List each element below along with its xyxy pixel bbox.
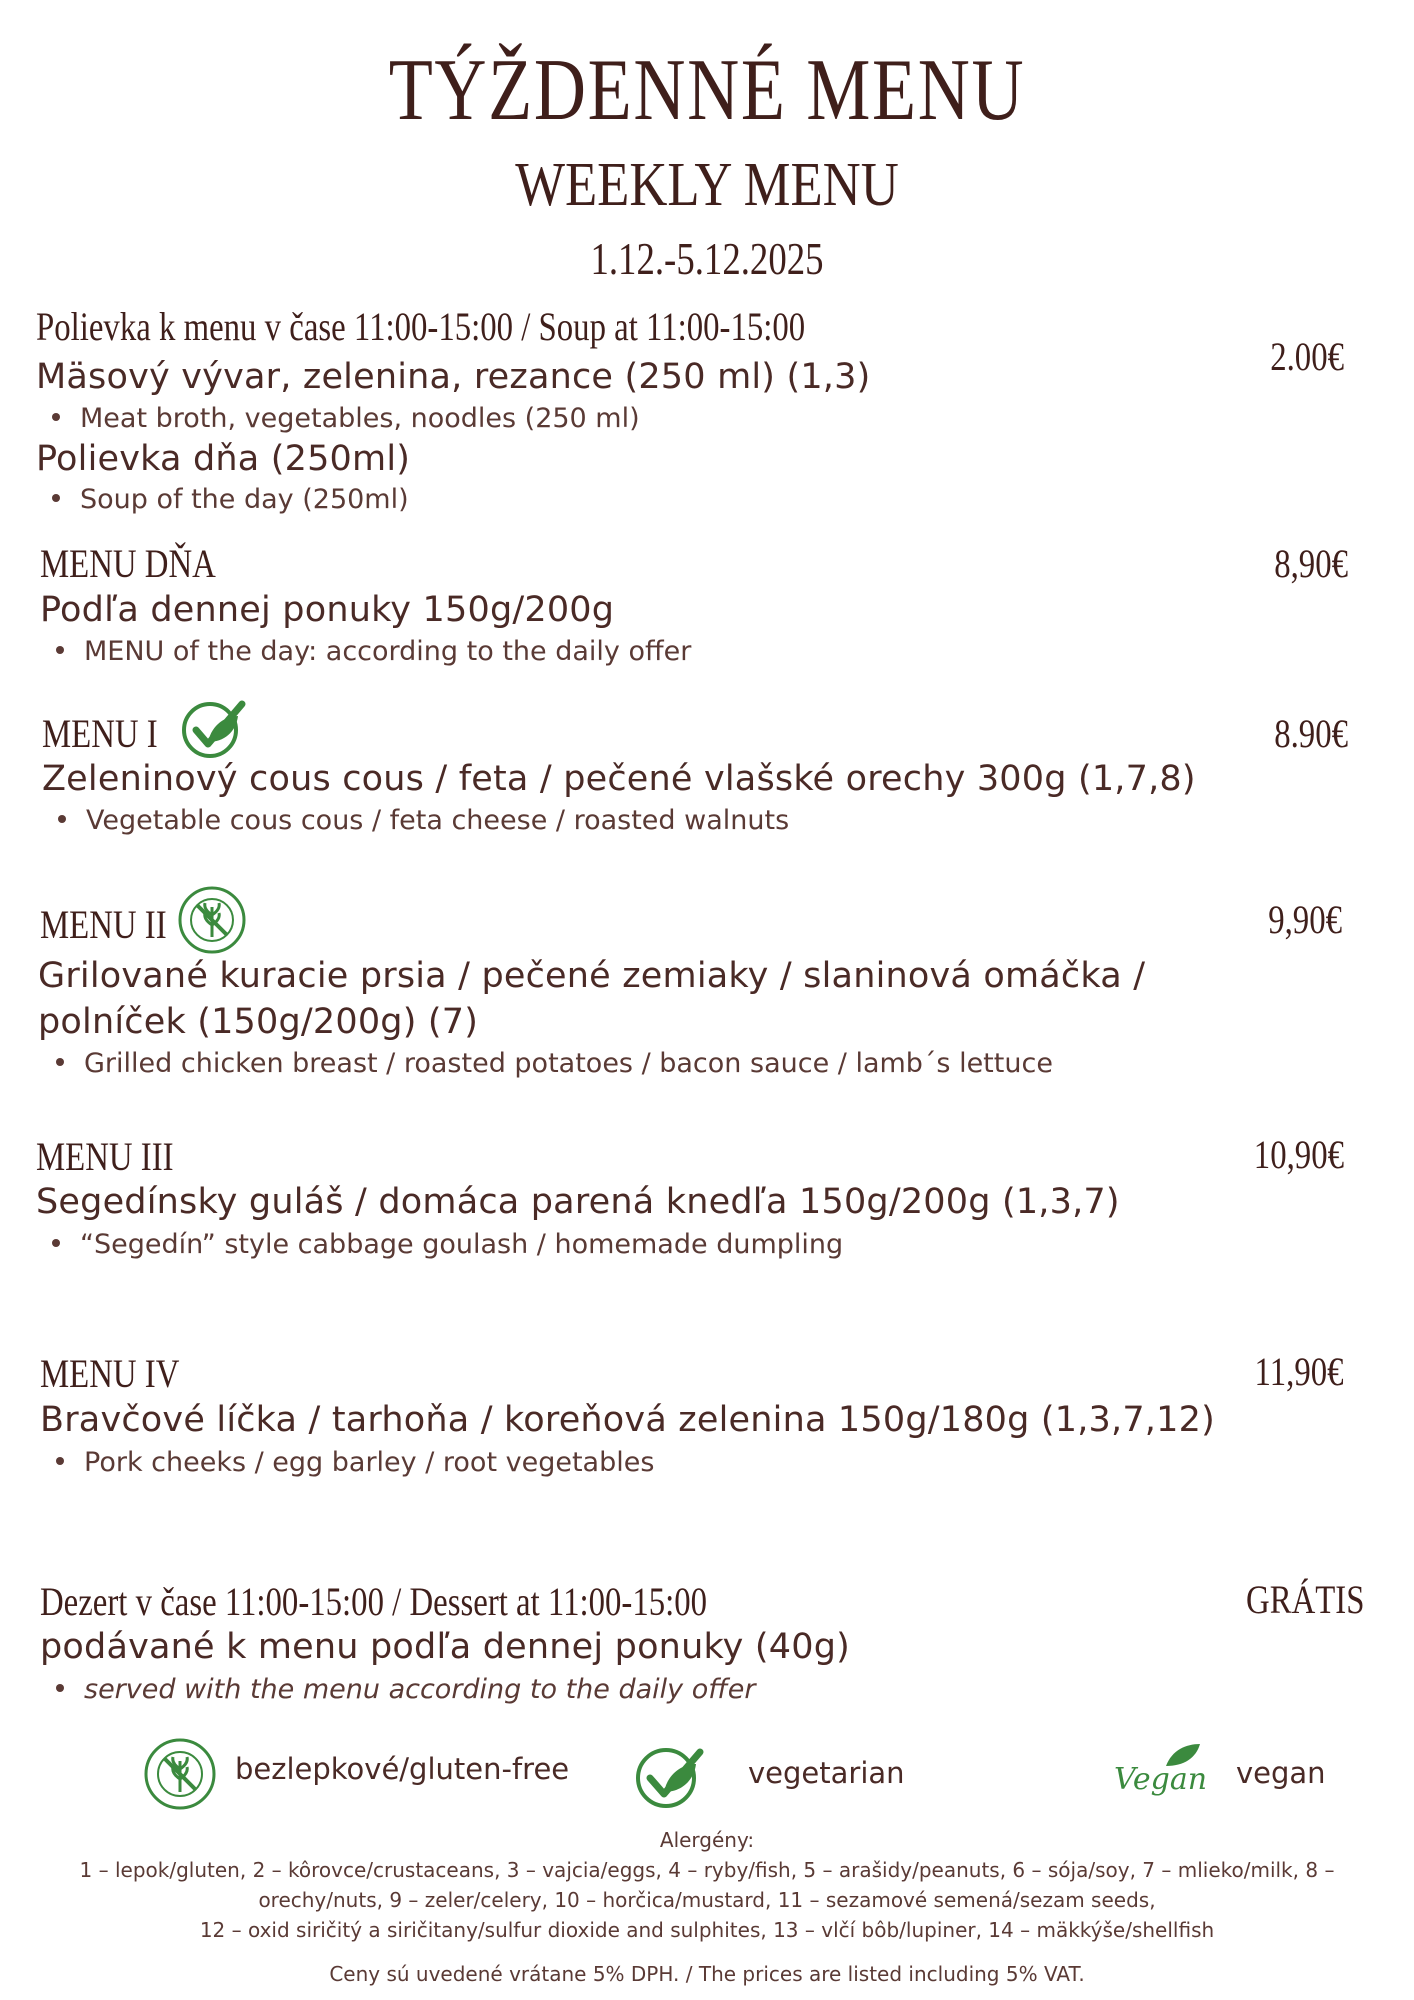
soup-item-1-name: Mäsový vývar, zelenina, rezance (250 ml) (1,3) [36, 357, 871, 397]
dessert-heading: Dezert v čase 11:00-15:00 / Dessert at 11:00-15:00 [40, 1579, 708, 1624]
dessert-name: podávané k menu podľa dennej ponuky (40g) [40, 1627, 850, 1667]
vegan-logo-text: Vegan [1114, 1762, 1208, 1797]
menu-day-price: 8,90€ [1274, 541, 1348, 586]
legend-gluten-free-label: bezlepkové/gluten-free [235, 1752, 570, 1786]
menu-1-price: 8.90€ [1274, 711, 1348, 756]
soup-item-1-desc: Meat broth, vegetables, noodles (250 ml) [52, 403, 640, 434]
menu-3-heading: MENU III [36, 1134, 174, 1179]
menu-4-price: 11,90€ [1255, 1349, 1344, 1394]
menu-2-heading: MENU II [40, 902, 167, 947]
menu-1-heading: MENU I [42, 711, 158, 756]
vegetarian-legend-icon [632, 1740, 708, 1810]
menu-day-desc: MENU of the day: according to the daily offer [56, 636, 691, 667]
allergens-line-2: orechy/nuts, 9 – zeler/celery, 10 – horčica/mustard, 11 – sezamové semená/sezam seeds, [258, 1888, 1156, 1912]
soup-item-2-desc: Soup of the day (250ml) [52, 484, 409, 515]
menu-2-name: Grilované kuracie prsia / pečené zemiaky / slaninová omáčka / polníček (150g/200g) (7) [38, 956, 1146, 1042]
menu-4-heading: MENU IV [40, 1351, 180, 1396]
dessert-price: GRÁTIS [1245, 1577, 1364, 1622]
menu-3-name: Segedínsky guláš / domáca parená knedľa 150g/200g (1,3,7) [36, 1182, 1120, 1222]
soup-heading: Polievka k menu v čase 11:00-15:00 / Soup at 11:00-15:00 [36, 304, 806, 349]
allergens-line-1: 1 – lepok/gluten, 2 – kôrovce/crustaceans, 3 – vajcia/eggs, 4 – ryby/fish, 5 – arašidy/peanuts, 6 – sója/soy, 7 – mlieko/milk, 8 – [79, 1858, 1335, 1882]
soup-price: 2.00€ [1270, 334, 1344, 379]
legend-vegan-label: vegan [1236, 1756, 1326, 1790]
page-subtitle: WEEKLY MENU [515, 151, 899, 219]
vegan-legend-icon [1114, 1736, 1208, 1816]
dessert-desc: served with the menu according to the daily offer [56, 1674, 755, 1705]
menu-2-price: 9,90€ [1268, 897, 1342, 942]
menu-day-heading: MENU DŇA [40, 541, 216, 586]
menu-day-name: Podľa dennej ponuky 150g/200g [40, 590, 615, 630]
gluten-free-icon [177, 885, 247, 955]
legend-vegetarian-label: vegetarian [748, 1756, 905, 1790]
date-range: 1.12.-5.12.2025 [590, 233, 824, 284]
allergens-line-3: 12 – oxid siričitý a siričitany/sulfur dioxide and sulphites, 13 – vlčí bôb/lupiner, 14 – mäkkýše/shellfish [199, 1918, 1215, 1942]
menu-3-desc: “Segedín” style cabbage goulash / homemade dumpling [52, 1229, 843, 1260]
menu-1-desc: Vegetable cous cous / feta cheese / roasted walnuts [58, 805, 789, 836]
page-title: TÝŽDENNÉ MENU [388, 42, 1026, 139]
menu-3-price: 10,90€ [1253, 1132, 1344, 1177]
allergens-heading: Alergény: [659, 1828, 755, 1852]
vegetarian-icon [178, 694, 248, 760]
menu-4-name: Bravčové líčka / tarhoňa / koreňová zelenina 150g/180g (1,3,7,12) [40, 1400, 1215, 1440]
menu-4-desc: Pork cheeks / egg barley / root vegetables [56, 1447, 654, 1478]
vat-note: Ceny sú uvedené vrátane 5% DPH. / The prices are listed including 5% VAT. [329, 1962, 1085, 1986]
menu-1-name: Zeleninový cous cous / feta / pečené vlašské orechy 300g (1,7,8) [42, 759, 1196, 799]
soup-item-2-name: Polievka dňa (250ml) [36, 439, 411, 479]
menu-2-desc: Grilled chicken breast / roasted potatoes / bacon sauce / lamb´s lettuce [56, 1048, 1053, 1079]
gluten-free-legend-icon [143, 1737, 217, 1811]
